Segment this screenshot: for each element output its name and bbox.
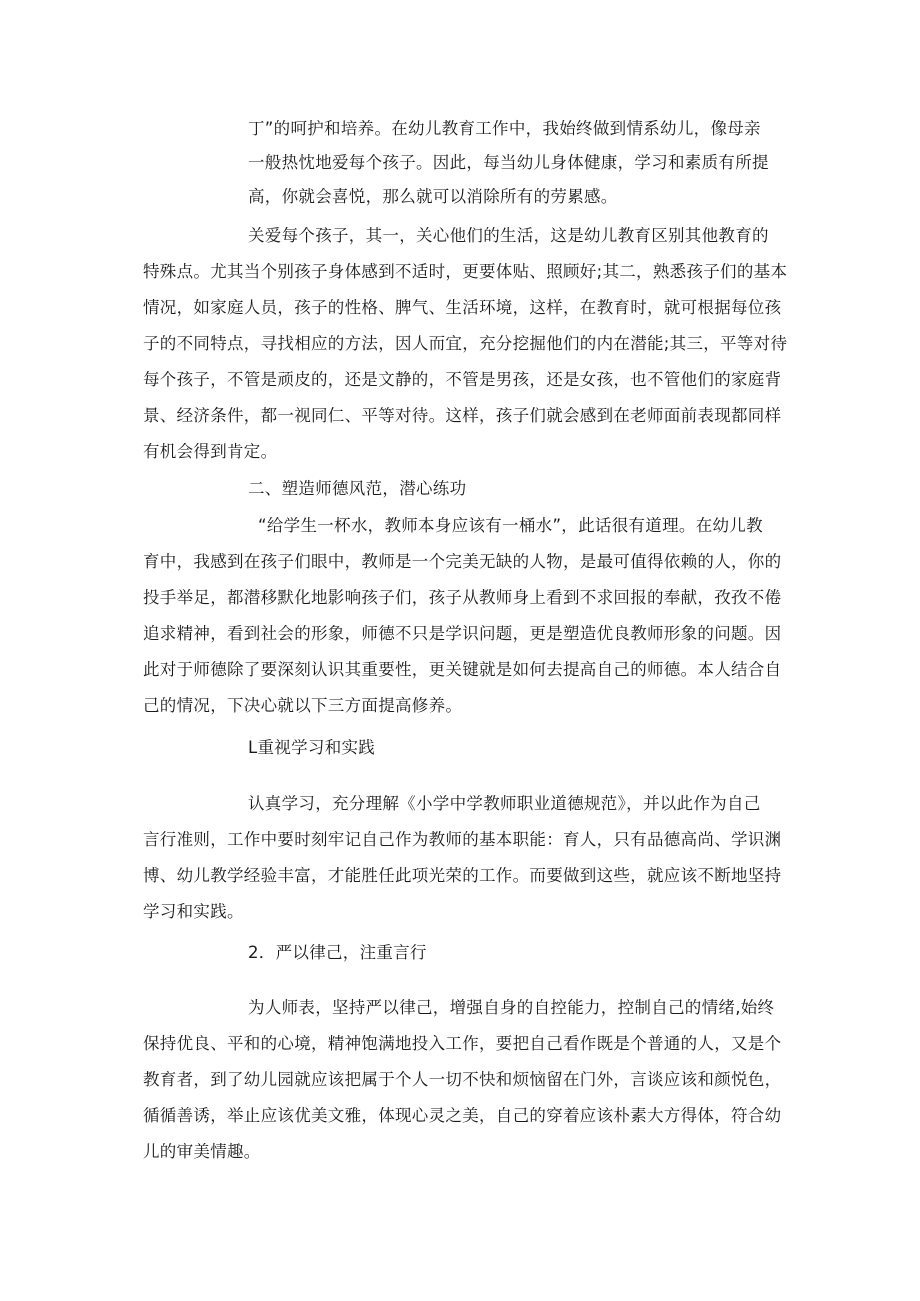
subsection-heading: 2．严以律己，注重言行 [248, 943, 427, 962]
paragraph-line: 特殊点。尤其当个别孩子身体感到不适时，更要体贴、照顾好;其二，熟悉孩子们的基本 [143, 262, 788, 281]
paragraph-line: 追求精神，看到社会的形象，师德不只是学识问题，更是塑造优良教师形象的问题。因 [143, 624, 782, 643]
paragraph-line: 投手举足，都潜移默化地影响孩子们，孩子从教师身上看到不求回报的奉献，孜孜不倦 [143, 588, 782, 607]
paragraph-line: 子的不同特点，寻找相应的方法，因人而宜，充分挖掘他们的内在潜能;其三，平等对待 [143, 334, 788, 353]
paragraph-line: 每个孩子，不管是顽皮的，还是文静的，不管是男孩，还是女孩，也不管他们的家庭背 [143, 370, 782, 389]
subsection-heading: L重视学习和实践 [248, 738, 376, 757]
paragraph-line: 博、幼儿教学经验丰富，才能胜任此项光荣的工作。而要做到这些，就应该不断地坚持 [143, 866, 782, 885]
paragraph-line: 此对于师德除了要深刻认识其重要性，更关键就是如何去提高自己的师德。本人结合自 [143, 660, 782, 679]
paragraph-line: 言行准则，工作中要时刻牢记自己作为教师的基本职能：育人，只有品德高尚、学识渊 [143, 830, 782, 849]
paragraph-line: 情况，如家庭人员，孩子的性格、脾气、生活环境，这样，在教育时，就可根据每位孩 [143, 298, 782, 317]
paragraph-line: 一般热忱地爱每个孩子。因此，每当幼儿身体健康，学习和素质有所提 [248, 153, 769, 172]
paragraph-line: 育中，我感到在孩子们眼中，教师是一个完美无缺的人物，是最可值得依赖的人，你的 [143, 552, 782, 571]
paragraph-line: 认真学习，充分理解《小学中学教师职业道德规范》，并以此作为自己 [248, 794, 761, 813]
paragraph-line: “给学生一杯水，教师本身应该有一桶水”，此话很有道理。在幼儿教 [258, 516, 763, 535]
paragraph-line: 丁”的呵护和培养。在幼儿教育工作中，我始终做到情系幼儿，像母亲 [248, 119, 761, 138]
paragraph-line: 教育者，到了幼儿园就应该把属于个人一切不快和烦恼留在门外，言谈应该和颜悦色， [143, 1070, 782, 1089]
paragraph-line: 景、经济条件，都一视同仁、平等对待。这样，孩子们就会感到在老师面前表现都同样 [143, 406, 782, 425]
paragraph-line: 保持优良、平和的心境，精神饱满地投入工作，要把自己看作既是个普通的人，又是个 [143, 1034, 782, 1053]
paragraph-line: 循循善诱，举止应该优美文雅，体现心灵之美，自己的穿着应该朴素大方得体，符合幼 [143, 1106, 782, 1125]
paragraph-line: 学习和实践。 [143, 902, 244, 921]
paragraph-line: 有机会得到肯定。 [143, 442, 278, 461]
paragraph-line: 儿的审美情趣。 [143, 1142, 261, 1161]
paragraph-line: 己的情况，下决心就以下三方面提高修养。 [143, 696, 463, 715]
paragraph-line: 关爱每个孩子，其一，关心他们的生活，这是幼儿教育区别其他教育的 [248, 226, 769, 245]
section-heading: 二、塑造师德风范，潜心练功 [248, 479, 467, 498]
paragraph-line: 高，你就会喜悦，那么就可以消除所有的劳累感。 [248, 187, 618, 206]
paragraph-line: 为人师表，坚持严以律己，增强自身的自控能力，控制自己的情绪,始终 [248, 998, 775, 1017]
